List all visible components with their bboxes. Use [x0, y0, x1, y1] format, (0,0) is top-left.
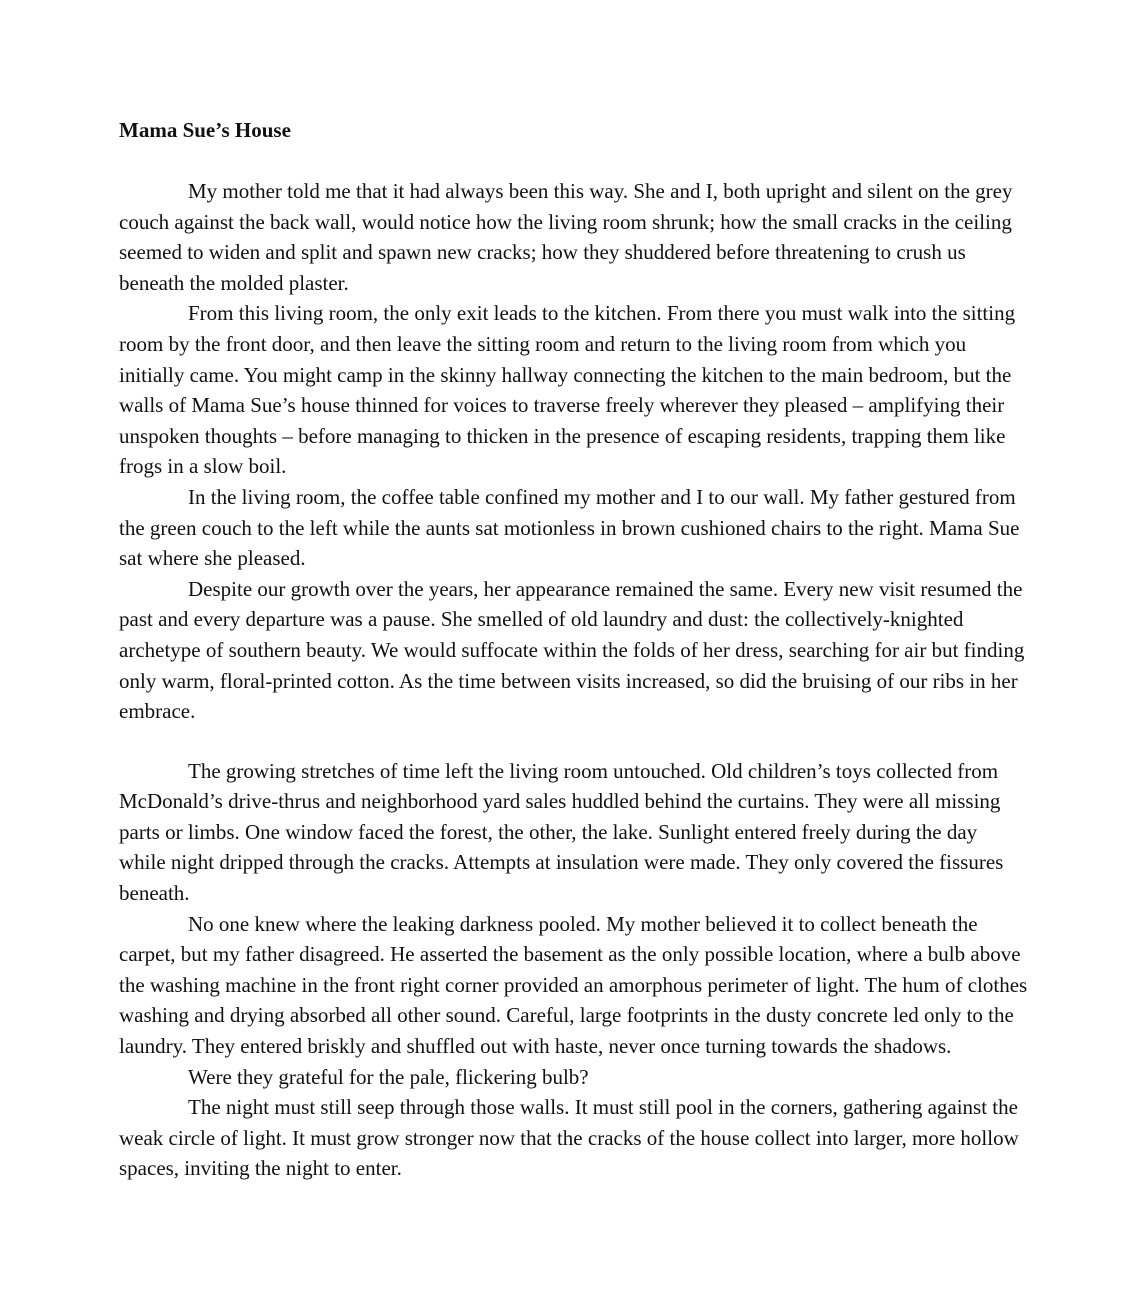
document-body: [119, 115, 1029, 1184]
paragraph: Despite our growth over the years, her appearance remained the same. Every new visit resumed the past and every departure was a pause. She smelled of old laundry and dust: the collectively-knighted archetype of southern beauty. We would suffocate within the folds of her dress, searching for air but finding only warm, floral-printed cotton. As the time between visits increased, so did the bruising of our ribs in her embrace.: [119, 576, 1025, 724]
document-title: Mama Sue’s House: [119, 118, 291, 142]
paragraph: No one knew where the leaking darkness pooled. My mother believed it to collect beneath the carpet, but my father disagreed. He asserted the basement as the only possible location, where a bulb above the washing machine in the front right corner provided an amorphous perimeter of light. The hum of clothes washing and drying absorbed all other sound. Careful, large footprints in the dusty concrete led only to the laundry. They entered briskly and shuffled out with haste, never once turning towards the shadows.: [119, 911, 1028, 1059]
paragraph: My mother told me that it had always been this way. She and I, both upright and silent on the grey couch against the back wall, would notice how the living room shrunk; how the small cracks in the ceiling seemed to widen and split and spawn new cracks; how they shuddered before threatening to crush us beneath the molded plaster.: [119, 179, 1013, 295]
section-break: [119, 727, 1029, 756]
paragraph: In the living room, the coffee table confined my mother and I to our wall. My father gestured from the green couch to the left while the aunts sat motionless in brown cushioned chairs to the right. Mama Sue sat where she pleased.: [119, 484, 1020, 571]
paragraph: From this living room, the only exit leads to the kitchen. From there you must walk into the sitting room by the front door, and then leave the sitting room and return to the living room from which you initially came. You might camp in the skinny hallway connecting the kitchen to the main bedroom, but the walls of Mama Sue’s house thinned for voices to traverse freely wherever they pleased – amplifying their unspoken thoughts – before managing to thicken in the presence of escaping residents, trapping them like frogs in a slow boil.: [119, 301, 1016, 479]
paragraph: The growing stretches of time left the living room untouched. Old children’s toys collected from McDonald’s drive-thrus and neighborhood yard sales huddled behind the curtains. They were all missing parts or limbs. One window faced the forest, the other, the lake. Sunlight entered freely during the day while night dripped through the cracks. Attempts at insulation were made. They only covered the fissures beneath.: [119, 758, 1004, 906]
paragraph: Were they grateful for the pale, flickering bulb?: [188, 1064, 589, 1089]
paragraph: The night must still seep through those walls. It must still pool in the corners, gathering against the weak circle of light. It must grow stronger now that the cracks of the house collect into larger, more hollow spaces, inviting the night to enter.: [119, 1095, 1019, 1181]
